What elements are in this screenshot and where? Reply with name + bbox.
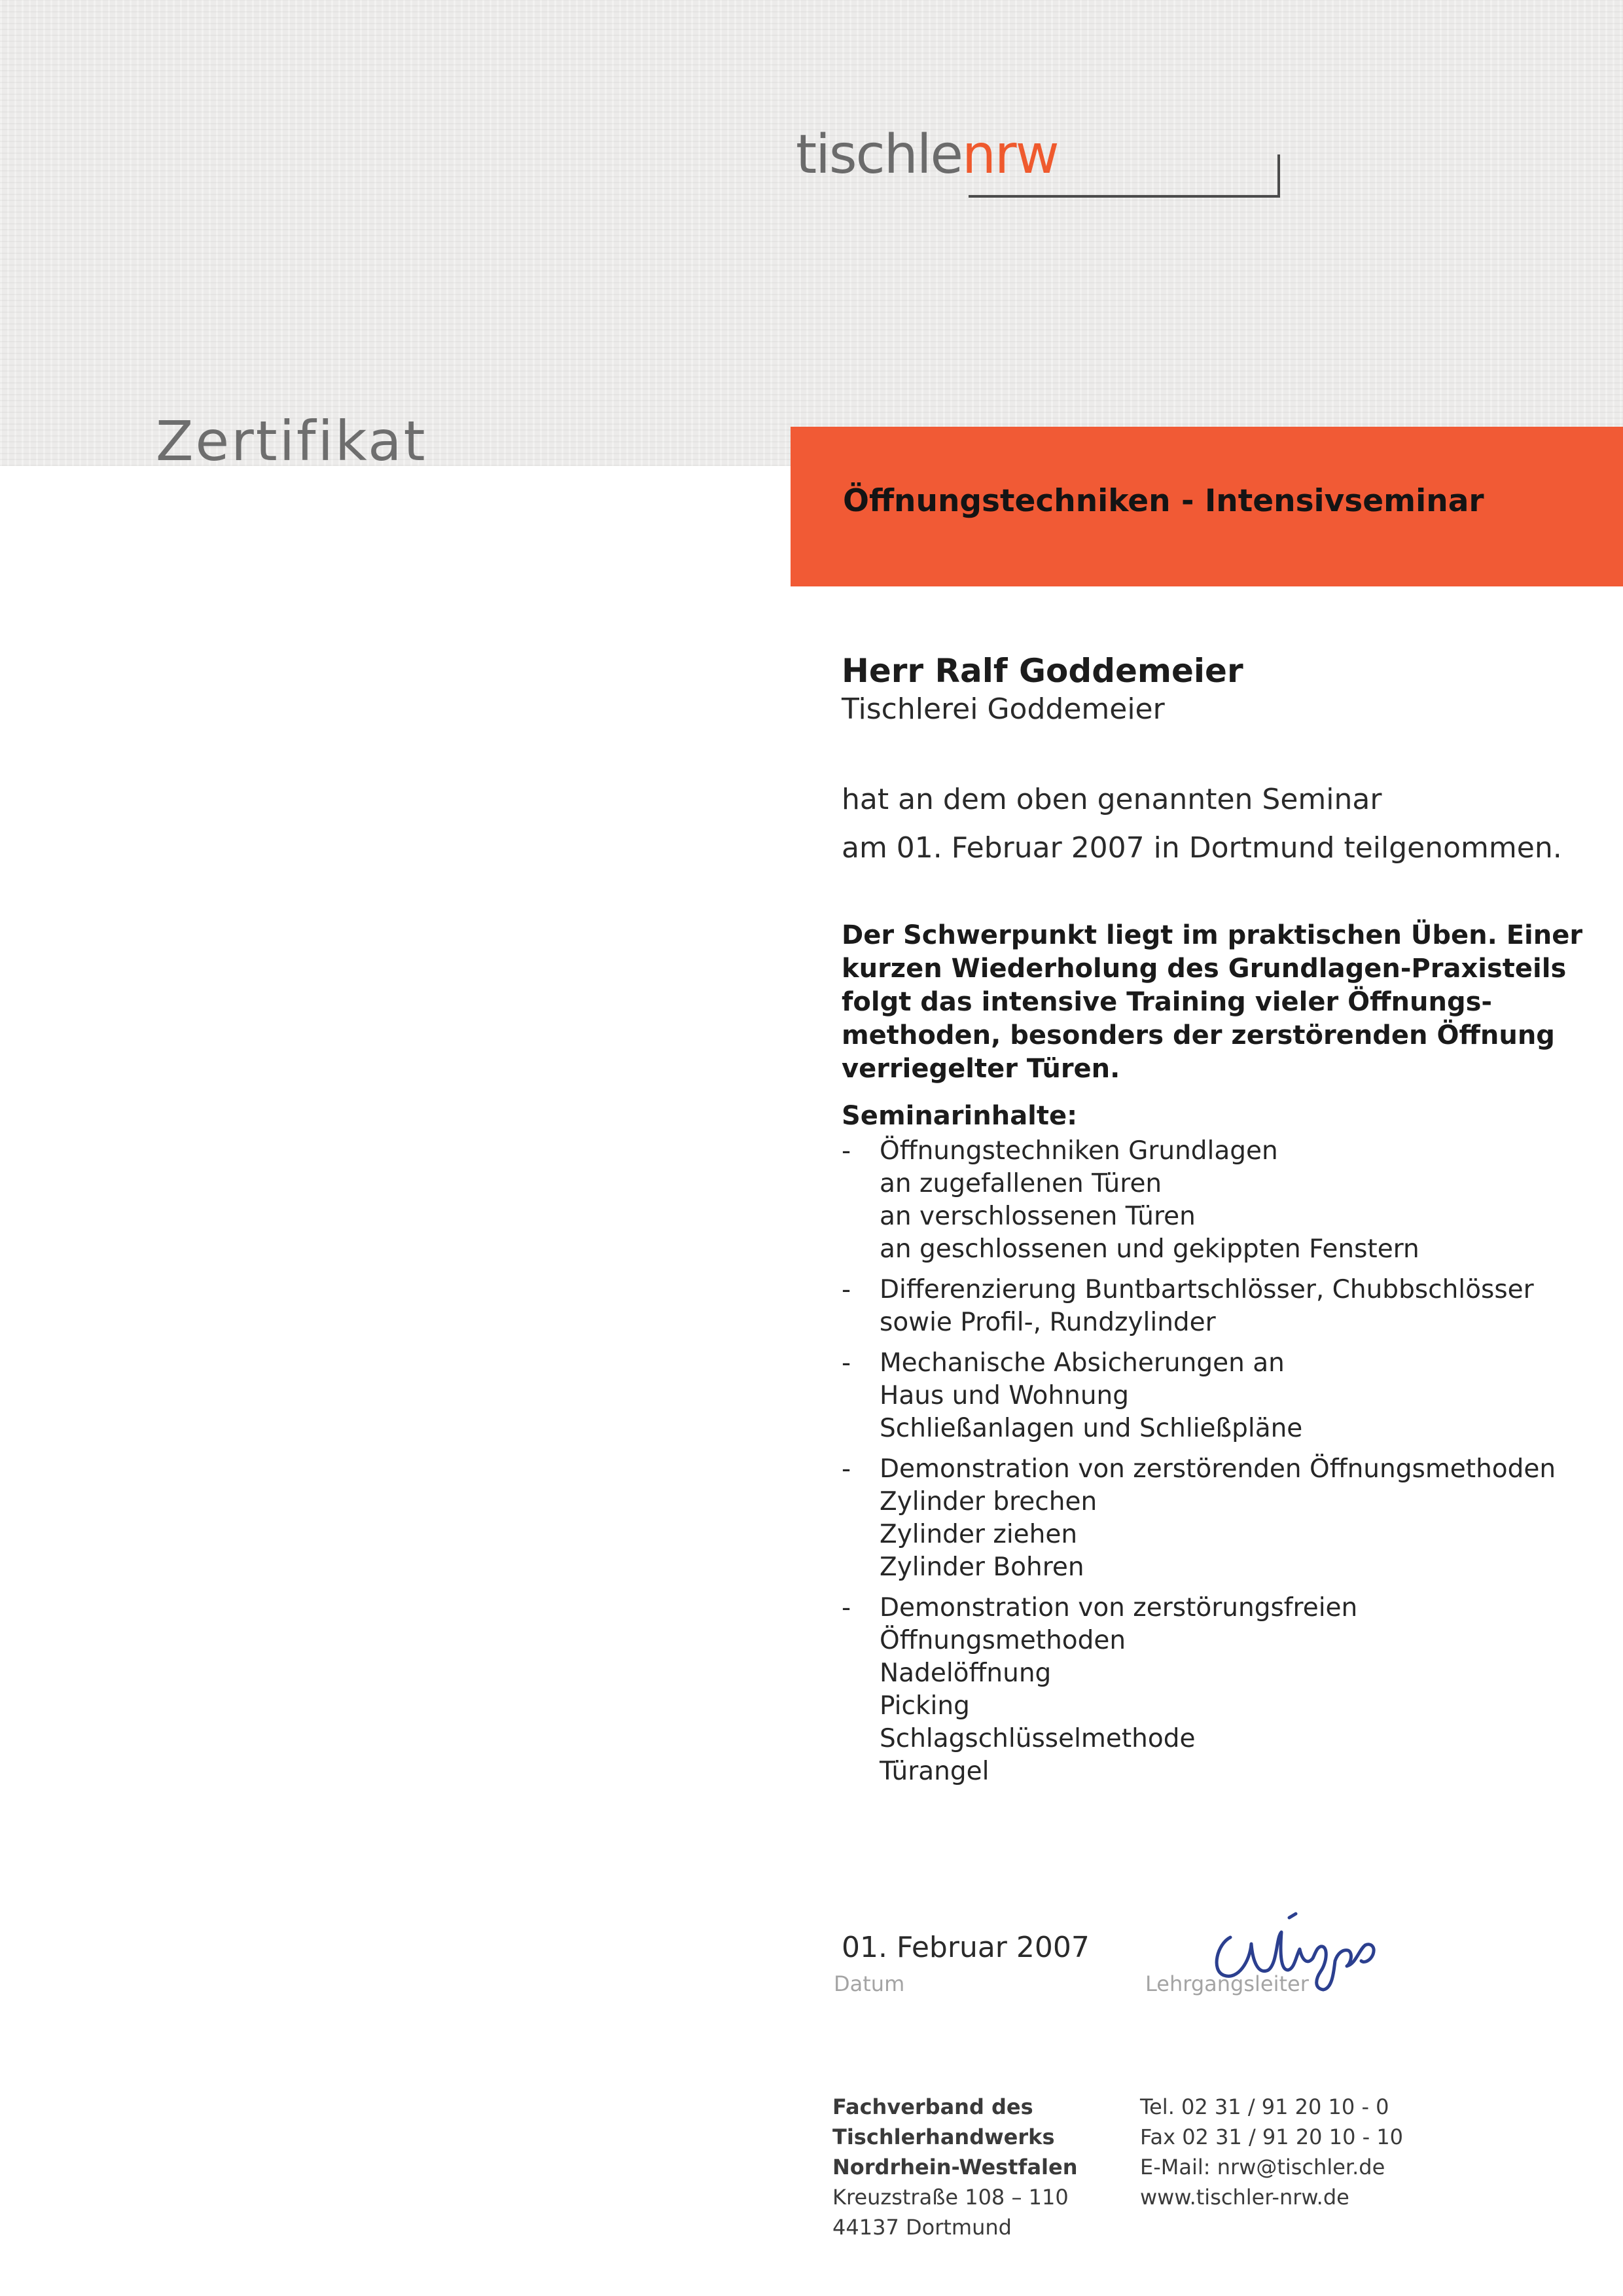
list-item-line: an verschlossenen Türen bbox=[880, 1202, 1196, 1231]
list-dash: - bbox=[842, 1348, 851, 1378]
footer-org-line: Nordrhein-Westfalen bbox=[832, 2155, 1078, 2179]
logo-text-gray: tischle bbox=[796, 124, 962, 186]
list-item-line: Haus und Wohnung bbox=[880, 1381, 1130, 1410]
focus-line: folgt das intensive Training vieler Öffnungs- bbox=[842, 987, 1493, 1017]
list-item-line: Picking bbox=[880, 1691, 970, 1721]
list-item-line: Demonstration von zerstörenden Öffnungsmethoden bbox=[880, 1454, 1556, 1484]
list-item-line: Zylinder brechen bbox=[880, 1487, 1097, 1516]
list-item-line: an zugefallenen Türen bbox=[880, 1169, 1162, 1198]
logo-tick bbox=[1277, 154, 1280, 198]
list-item-line: Zylinder ziehen bbox=[880, 1520, 1078, 1549]
list-item-line: Öffnungstechniken Grundlagen bbox=[880, 1136, 1278, 1166]
participant-company: Tischlerei Goddemeier bbox=[842, 692, 1165, 726]
list-dash: - bbox=[842, 1136, 851, 1166]
list-item-line: Schließanlagen und Schließpläne bbox=[880, 1414, 1303, 1443]
list-item bbox=[842, 1453, 1601, 1584]
focus-line: methoden, besonders der zerstörenden Öffnung bbox=[842, 1020, 1555, 1050]
signature bbox=[1204, 1898, 1387, 1996]
footer-email: E-Mail: nrw@tischler.de bbox=[1140, 2155, 1385, 2179]
focus-paragraph bbox=[842, 919, 1583, 1086]
footer-contact bbox=[1140, 2092, 1403, 2212]
list-item-line: Mechanische Absicherungen an bbox=[880, 1348, 1285, 1378]
focus-line: Der Schwerpunkt liegt im praktischen Üben. Einer bbox=[842, 920, 1583, 950]
list-item-line: Demonstration von zerstörungsfreien bbox=[880, 1593, 1358, 1623]
contents-list bbox=[842, 1135, 1601, 1796]
footer-website: www.tischler-nrw.de bbox=[1140, 2185, 1349, 2210]
footer-fax: Fax 02 31 / 91 20 10 - 10 bbox=[1140, 2125, 1404, 2149]
list-item-line: Öffnungsmethoden bbox=[880, 1626, 1126, 1655]
logo-underline bbox=[969, 195, 1280, 198]
list-dash: - bbox=[842, 1454, 851, 1484]
statement-line-2: am 01. Februar 2007 in Dortmund teilgenommen. bbox=[842, 831, 1562, 865]
document-title: Zertifikat bbox=[156, 409, 427, 473]
list-item-line: Zylinder Bohren bbox=[880, 1552, 1084, 1582]
list-item-line: Nadelöffnung bbox=[880, 1659, 1052, 1688]
list-dash: - bbox=[842, 1593, 851, 1623]
header-band bbox=[0, 0, 1623, 466]
statement-line-1: hat an dem oben genannten Seminar bbox=[842, 783, 1382, 816]
participant-name: Herr Ralf Goddemeier bbox=[842, 652, 1243, 690]
seminar-title-box bbox=[791, 427, 1623, 586]
focus-line: verriegelter Türen. bbox=[842, 1054, 1120, 1084]
list-dash: - bbox=[842, 1275, 851, 1304]
tischler-nrw-logo bbox=[796, 124, 1058, 200]
footer-org-line: Fachverband des bbox=[832, 2094, 1033, 2119]
list-item-line: Differenzierung Buntbartschlösser, Chubbschlösser bbox=[880, 1275, 1534, 1304]
logo-text bbox=[796, 124, 1058, 186]
footer-address bbox=[832, 2092, 1077, 2242]
list-item-line: Türangel bbox=[880, 1757, 990, 1786]
contents-heading: Seminarinhalte: bbox=[842, 1101, 1078, 1131]
list-item bbox=[842, 1135, 1601, 1266]
list-item-line: Schlagschlüsselmethode bbox=[880, 1724, 1196, 1753]
list-item-line: an geschlossenen und gekippten Fenstern bbox=[880, 1234, 1419, 1264]
logo-text-orange: nrw bbox=[961, 124, 1058, 186]
footer-org-line: Tischlerhandwerks bbox=[832, 2125, 1055, 2149]
list-item bbox=[842, 1274, 1601, 1339]
course-leader-label: Lehrgangsleiter bbox=[1145, 1971, 1309, 1996]
list-item-line: sowie Profil-, Rundzylinder bbox=[880, 1308, 1216, 1337]
footer-street: Kreuzstraße 108 – 110 bbox=[832, 2185, 1069, 2210]
focus-line: kurzen Wiederholung des Grundlagen-Praxisteils bbox=[842, 954, 1567, 984]
certificate-date: 01. Februar 2007 bbox=[842, 1931, 1090, 1964]
date-label: Datum bbox=[834, 1971, 905, 1996]
list-item bbox=[842, 1592, 1601, 1788]
list-item bbox=[842, 1347, 1601, 1445]
footer-city: 44137 Dortmund bbox=[832, 2215, 1012, 2240]
seminar-title: Öffnungstechniken - Intensivseminar bbox=[843, 483, 1484, 519]
footer-phone: Tel. 02 31 / 91 20 10 - 0 bbox=[1140, 2094, 1389, 2119]
